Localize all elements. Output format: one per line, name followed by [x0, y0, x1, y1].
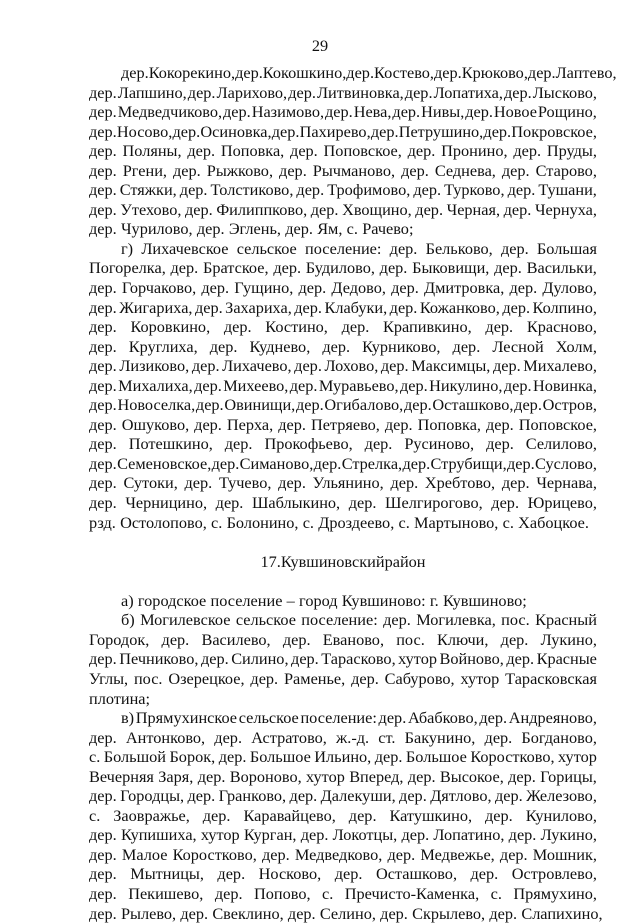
text-line: дер. Поляны, дер. Поповка, дер. Поповское, дер. Пронино, дер. Пруды, — [89, 141, 597, 161]
text-line: дер. Сутоки, дер. Тучево, дер. Ульянино, дер. Хребтово, дер. Чернава, — [89, 473, 597, 493]
text-line: с. Большой Борок, дер. Большое Ильино, дер. Большое Коростково, хутор — [89, 747, 597, 767]
paragraph — [89, 610, 597, 708]
text-line: Углы, пос. Озерецкое, дер. Раменье, дер. Сабурово, хутор Тарасковская — [89, 668, 597, 688]
text-line: дер. Антонково, дер. Астратово, ж.-д. ст. Бакунино, дер. Богданово, — [89, 727, 597, 747]
text-line: дер. Чурилово, дер. Эглень, дер. Ям, с. Рачево; — [89, 219, 414, 239]
text-line: дер. Мытницы, дер. Носково, дер. Осташково, дер. Островлево, — [89, 864, 597, 884]
text-line: дер. Стяжки, дер. Толстиково, дер. Трофимово, дер. Турково, дер. Тушани, — [89, 180, 597, 200]
text-line: Вечерняя Заря, дер. Вороново, хутор Вперед, дер. Высокое, дер. Горицы, — [89, 766, 597, 786]
body-text — [89, 63, 617, 923]
text-line: дер. Носово, дер. Осиновка, дер. Пахирево, дер. Петрушино, дер. Покровское, — [89, 121, 597, 141]
text-line: дер. Семеновское, дер. Симаново, дер. Стрелка, дер. Струбищи, дер. Суслово, — [89, 453, 597, 473]
paragraph-gap — [89, 571, 597, 591]
paragraph — [89, 591, 597, 611]
text-line: дер. Жигариха, дер. Захариха, дер. Клабуки, дер. Кожанково, дер. Колпино, — [89, 297, 597, 317]
paragraph — [89, 708, 603, 923]
text-line: дер. Ошуково, дер. Перха, дер. Петряево, дер. Поповка, дер. Поповское, — [89, 414, 597, 434]
paragraph — [89, 63, 617, 239]
text-line: г) Лихачевское сельское поселение: дер. Бельково, дер. Большая — [121, 238, 597, 258]
text-line: дер. Купишиха, хутор Курган, дер. Локотцы, дер. Лопатино, дер. Лукино, — [89, 825, 597, 845]
text-line: дер. Городцы, дер. Гранково, дер. Далекуши, дер. Дятлово, дер. Железово, — [89, 786, 597, 806]
text-line: в) Прямухинское сельское поселение: дер. Абабково, дер. Андреяново, — [121, 708, 597, 728]
text-line: Погорелка, дер. Братское, дер. Будилово, дер. Быковищи, дер. Васильки, — [89, 258, 597, 278]
text-line: дер. Кокорекино, дер. Кокошкино, дер. Костево, дер. Крюково, дер. Лаптево, — [121, 63, 617, 82]
text-line: дер. Медведчиково, дер. Назимово, дер. Нева, дер. Нивы, дер. Новое Рощино, — [89, 102, 597, 122]
paragraph — [89, 239, 597, 532]
text-line: дер. Черницино, дер. Шаблыкино, дер. Шелгирогово, дер. Юрицево, — [89, 493, 597, 513]
text-line: дер. Горчаково, дер. Гущино, дер. Дедово, дер. Дмитровка, дер. Дулово, — [89, 278, 597, 298]
text-line: дер. Новоселка, дер. Овинищи, дер. Огибалово, дер. Осташково, дер. Остров, — [89, 395, 597, 415]
text-line: а) городское поселение – город Кувшиново: г. Кувшиново; — [121, 590, 527, 610]
text-line: дер. Лизиково, дер. Лихачево, дер. Лохово, дер. Максимцы, дер. Михалево, — [89, 356, 597, 376]
text-line: дер. Михалиха, дер. Михеево, дер. Муравьево, дер. Никулино, дер. Новинка, — [89, 375, 597, 395]
text-line: дер. Круглиха, дер. Куднево, дер. Курниково, дер. Лесной Холм, — [89, 336, 597, 356]
paragraph-gap — [89, 532, 597, 552]
text-line: с. Заовражье, дер. Каравайцево, дер. Катушкино, дер. Кунилово, — [89, 805, 597, 825]
text-line: плотина; — [89, 688, 151, 708]
text-line: дер. Лапшино, дер. Ларихово, дер. Литвиновка, дер. Лопатиха, дер. Лысково, — [89, 82, 597, 102]
text-line: дер. Малое Коростково, дер. Медведково, дер. Медвежье, дер. Мошник, — [89, 844, 597, 864]
text-line: дер. Утехово, дер. Филиппково, дер. Хвощино, дер. Черная, дер. Чернуха, — [89, 199, 597, 219]
text-line: дер. Коровкино, дер. Костино, дер. Крапивкино, дер. Красново, — [89, 317, 597, 337]
section-heading — [89, 552, 597, 572]
text-line: б) Могилевское сельское поселение: дер. Могилевка, пос. Красный — [121, 610, 597, 630]
text-line: дер. Потешкино, дер. Прокофьево, дер. Русиново, дер. Селилово, — [89, 434, 597, 454]
text-line: дер. Пекишево, дер. Попово, с. Пречисто-Каменка, с. Прямухино, — [89, 883, 597, 903]
text-line: дер. Печниково, дер. Силино, дер. Тарасково, хутор Войново, дер. Красные — [89, 649, 597, 669]
text-line: Городок, дер. Василево, дер. Еваново, пос. Ключи, дер. Лукино, — [89, 629, 597, 649]
text-line: дер. Рылево, дер. Свеклино, дер. Селино, дер. Скрылево, дер. Слапихино, — [89, 903, 603, 923]
text-line: 17. Кувшиновский район — [260, 551, 426, 571]
page-number: 29 — [311, 36, 329, 55]
text-line: дер. Ргени, дер. Рыжково, дер. Рычманово, дер. Седнева, дер. Старово, — [89, 160, 597, 180]
text-line: рзд. Остолопово, с. Болонино, с. Дроздеево, с. Мартыново, с. Хабоцкое. — [89, 512, 589, 532]
